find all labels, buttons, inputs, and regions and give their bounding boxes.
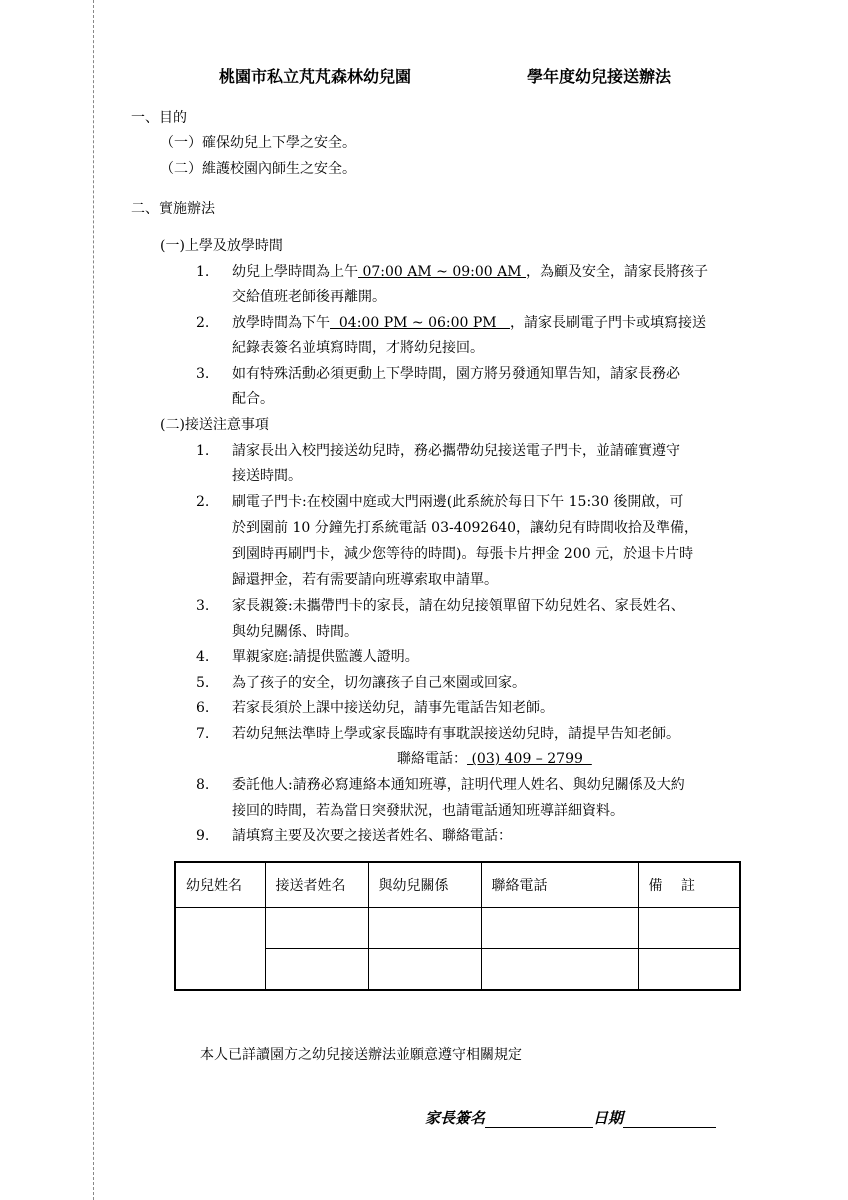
sub2-item7-number: 7. — [196, 726, 210, 742]
sub2-item4-line1: 單親家庭:請提供監護人證明。 — [232, 649, 419, 665]
sub2-item3-line2: 與幼兒關係、時間。 — [232, 624, 358, 640]
header-pickup-person: 接送者姓名 — [265, 862, 368, 908]
sub2-item6-line1: 若家長須於上課中接送幼兒，請事先電話告知老師。 — [232, 700, 554, 716]
sub2-item1-line2: 接送時間。 — [232, 468, 302, 484]
sub1-item1-line1 — [232, 262, 708, 282]
sub2-item5-number: 5. — [196, 675, 210, 691]
sub2-item2-line3: 到園時再刷門卡，減少您等待的時間)。每張卡片押金 200 元，於退卡片時 — [232, 546, 694, 562]
table-header-row — [175, 862, 740, 908]
contact-phone-label: 聯絡電話： — [397, 751, 467, 767]
sub1-item2-number: 2. — [196, 315, 210, 331]
sub1-item1-line2: 交給值班老師後再離開。 — [232, 289, 386, 305]
sub2-item3-number: 3. — [196, 598, 210, 614]
secondary-remarks-cell[interactable] — [638, 949, 740, 991]
sub2-item2-line1: 刷電子門卡:在校園中庭或大門兩邊(此系統於每日下午 15:30 後開啟，可 — [232, 494, 684, 510]
title-subject: 學年度幼兒接送辦法 — [527, 67, 672, 86]
sub2-item8-number: 8. — [196, 777, 210, 793]
sub1-heading: (一)上學及放學時間 — [160, 238, 283, 254]
arrival-text: 幼兒上學時間為上午 — [232, 264, 358, 280]
dismissal-time: 04:00 PM ~ 06:00 PM — [330, 315, 510, 331]
primary-relationship-cell[interactable] — [368, 908, 481, 949]
header-child-name: 幼兒姓名 — [175, 862, 265, 908]
header-remarks: 備 註 — [638, 862, 740, 908]
sub2-item8-line2: 接回的時間，若為當日突發狀況，也請電話通知班導詳細資料。 — [232, 803, 624, 819]
signature-line — [425, 1108, 716, 1128]
dismissal-text: 放學時間為下午 — [232, 315, 330, 331]
sub2-item3-line1: 家長親簽:未攜帶門卡的家長，請在幼兒接領單留下幼兒姓名、家長姓名、 — [232, 598, 685, 614]
sub1-item2-line1 — [232, 313, 706, 333]
sub2-item4-number: 4. — [196, 649, 210, 665]
primary-remarks-cell[interactable] — [638, 908, 740, 949]
date-blank[interactable] — [623, 1111, 716, 1128]
sub2-item7-line1: 若幼兒無法準時上學或家長臨時有事耽誤接送幼兒時，請提早告知老師。 — [232, 726, 680, 742]
sub2-item1-number: 1. — [196, 443, 210, 459]
sub1-item3-line2: 配合。 — [232, 391, 274, 407]
table-row — [175, 908, 740, 949]
parent-signature-label: 家長簽名 — [425, 1109, 486, 1127]
sub2-heading: (二)接送注意事項 — [160, 417, 269, 433]
school-name: 桃園市私立芃芃森林幼兒園 — [219, 67, 412, 86]
secondary-pickup-person-cell[interactable] — [265, 949, 368, 991]
child-name-cell[interactable] — [175, 908, 265, 991]
date-label: 日期 — [593, 1109, 624, 1127]
sub1-item3-number: 3. — [196, 366, 210, 382]
sub1-item3-line1: 如有特殊活動必須更動上下學時間，園方將另發通知單告知，請家長務必 — [232, 366, 680, 382]
sub2-item2-line2: 於到園前 10 分鐘先打系統電話 03-4092640，讓幼兒有時間收拾及準備， — [232, 520, 699, 536]
sub2-item9-number: 9. — [196, 828, 210, 844]
contact-phone-number: (03) 409 – 2799 — [467, 751, 592, 767]
sub2-item2-line4: 歸還押金，若有需要請向班導索取申請單。 — [232, 572, 498, 588]
primary-phone-cell[interactable] — [481, 908, 638, 949]
section2-heading: 二、實施辦法 — [131, 201, 215, 217]
section1-heading: 一、目的 — [131, 110, 187, 126]
document-title — [0, 64, 848, 88]
agreement-statement: 本人已詳讀園方之幼兒接送辦法並願意遵守相關規定 — [200, 1047, 522, 1063]
header-phone: 聯絡電話 — [481, 862, 638, 908]
sub2-item2-number: 2. — [196, 494, 210, 510]
arrival-text-post: ，為顧及安全，請家長將孩子 — [526, 264, 709, 280]
sub2-item6-number: 6. — [196, 700, 210, 716]
contact-phone-line — [397, 749, 592, 769]
arrival-time: 07:00 AM ~ 09:00 AM — [358, 264, 527, 280]
dismissal-text-post: ，請家長刷電子門卡或填寫接送 — [509, 315, 706, 331]
secondary-relationship-cell[interactable] — [368, 949, 481, 991]
sub2-item1-line1: 請家長出入校門接送幼兒時，務必攜帶幼兒接送電子門卡，並請確實遵守 — [232, 443, 680, 459]
binding-dashed-line — [93, 0, 94, 1200]
sub2-item9-line1: 請填寫主要及次要之接送者姓名、聯絡電話： — [232, 828, 512, 844]
sub1-item1-number: 1. — [196, 264, 210, 280]
pickup-contacts-table — [174, 861, 741, 991]
secondary-phone-cell[interactable] — [481, 949, 638, 991]
sub1-item2-line2: 紀錄表簽名並填寫時間，才將幼兒接回。 — [232, 340, 484, 356]
section1-item-1: （一）確保幼兒上下學之安全。 — [160, 135, 356, 151]
header-relationship: 與幼兒關係 — [368, 862, 481, 908]
section1-item-2: （二）維護校園內師生之安全。 — [160, 161, 356, 177]
sub2-item5-line1: 為了孩子的安全，切勿讓孩子自己來園或回家。 — [232, 675, 526, 691]
sub2-item8-line1: 委託他人:請務必寫連絡本通知班導，註明代理人姓名、與幼兒關係及大約 — [232, 777, 685, 793]
primary-pickup-person-cell[interactable] — [265, 908, 368, 949]
parent-signature-blank[interactable] — [485, 1111, 593, 1128]
